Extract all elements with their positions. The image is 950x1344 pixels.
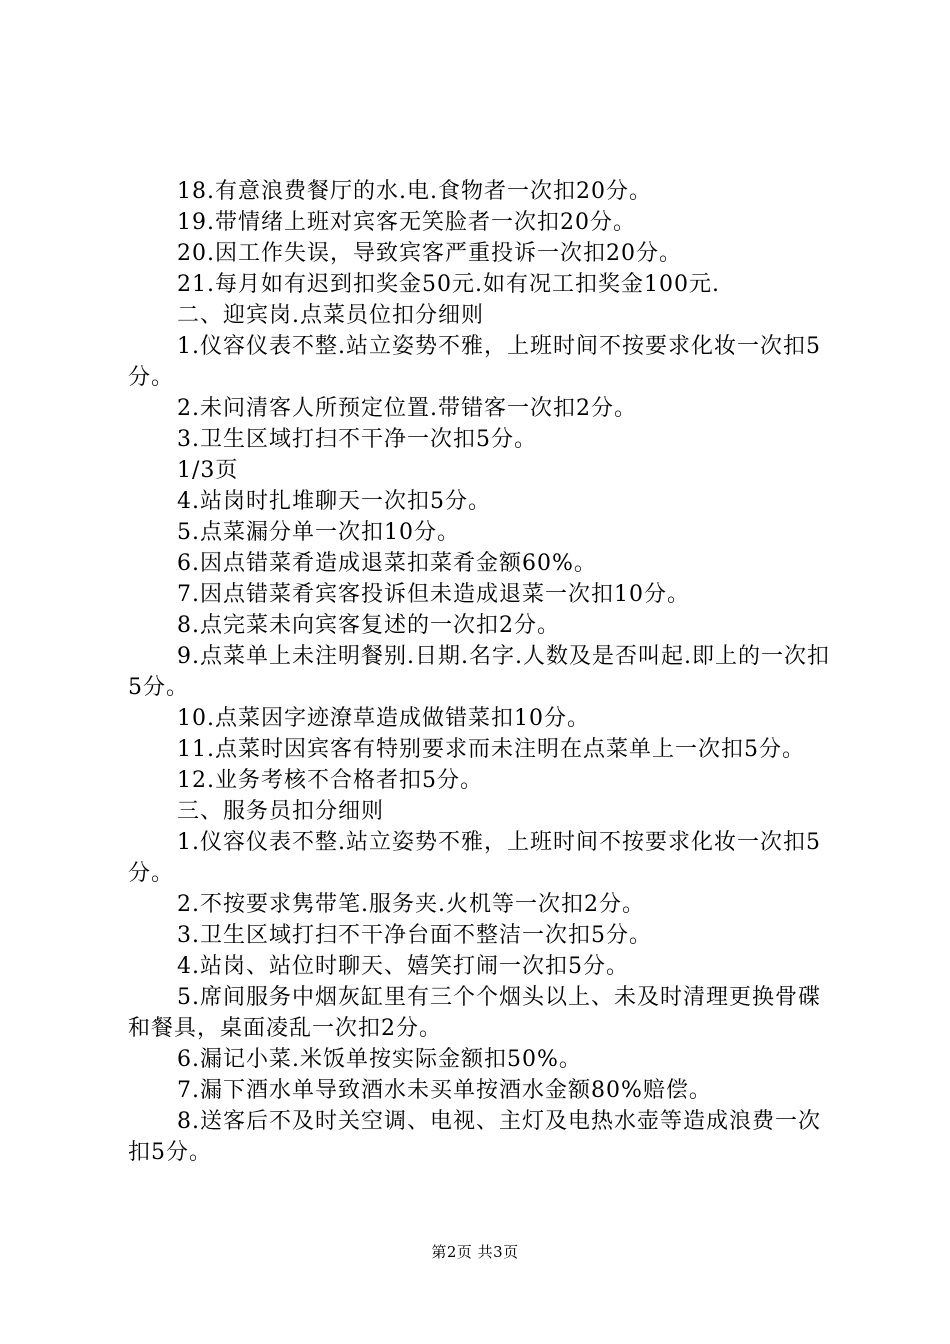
paragraph: 8.点完菜未向宾客复述的一次扣2分。 (177, 613, 560, 638)
paragraph: 3.卫生区域打扫不干净一次扣5分。 (177, 427, 537, 452)
paragraph: 5.点菜漏分单一次扣10分。 (177, 520, 460, 545)
paragraph: 3.卫生区域打扫不干净台面不整洁一次扣5分。 (177, 923, 652, 948)
paragraph: 18.有意浪费餐厅的水.电.食物者一次扣20分。 (177, 179, 652, 204)
paragraph: 1.仪容仪表不整.站立姿势不雅，上班时间不按要求化妆一次扣5分。 (128, 830, 821, 886)
paragraph: 20.因工作失误，导致宾客严重投诉一次扣20分。 (177, 241, 682, 266)
paragraph: 6.因点错菜肴造成退菜扣菜肴金额60%。 (177, 551, 597, 576)
paragraph: 4.站岗时扎堆聊天一次扣5分。 (177, 489, 491, 514)
document-body (128, 176, 833, 1168)
inline-page-marker: 1/3页 (177, 458, 239, 483)
paragraph: 2.未问清客人所预定位置.带错客一次扣2分。 (177, 396, 637, 421)
paragraph: 19.带情绪上班对宾客无笑脸者一次扣20分。 (177, 210, 636, 235)
paragraph: 9.点菜单上未注明餐别.日期.名字.人数及是否叫起.即上的一次扣5分。 (128, 644, 830, 700)
paragraph: 10.点菜因字迹潦草造成做错菜扣10分。 (177, 706, 590, 731)
paragraph: 8.送客后不及时关空调、电视、主灯及电热水壶等造成浪费一次扣5分。 (128, 1109, 821, 1165)
paragraph: 11.点菜时因宾客有特别要求而未注明在点菜单上一次扣5分。 (177, 737, 805, 762)
paragraph: 6.漏记小菜.米饭单按实际金额扣50%。 (177, 1047, 582, 1072)
paragraph: 4.站岗、站位时聊天、嬉笑打闹一次扣5分。 (177, 954, 629, 979)
paragraph: 7.漏下酒水单导致酒水未买单按酒水金额80%赔偿。 (177, 1078, 712, 1103)
page-footer: 第2页 共3页 (431, 1243, 519, 1261)
section-heading: 二、迎宾岗.点菜员位扣分细则 (177, 303, 484, 328)
paragraph: 2.不按要求隽带笔.服务夹.火机等一次扣2分。 (177, 892, 645, 917)
paragraph: 5.席间服务中烟灰缸里有三个个烟头以上、未及时清理更换骨碟和餐具，桌面凌乱一次扣2分。 (128, 985, 821, 1041)
paragraph: 7.因点错菜肴宾客投诉但未造成退菜一次扣10分。 (177, 582, 690, 607)
paragraph: 1.仪容仪表不整.站立姿势不雅，上班时间不按要求化妆一次扣5分。 (128, 334, 821, 390)
paragraph: 12.业务考核不合格者扣5分。 (177, 768, 483, 793)
section-heading: 三、服务员扣分细则 (177, 799, 385, 824)
paragraph: 21.每月如有迟到扣奖金50元.如有况工扣奖金100元. (177, 272, 720, 297)
